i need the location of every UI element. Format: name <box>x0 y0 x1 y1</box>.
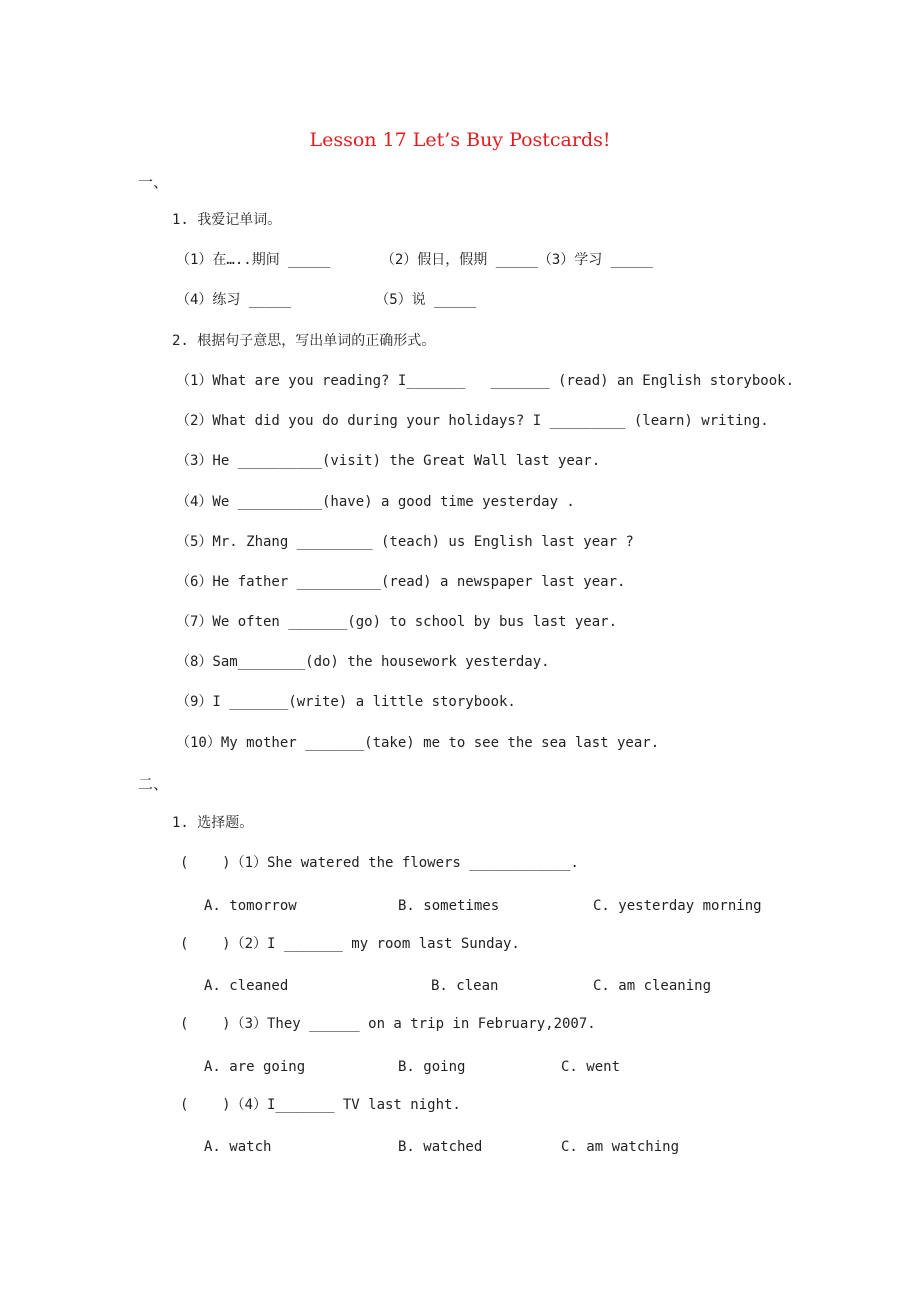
page-title: Lesson 17 Let’s Buy Postcards! <box>309 129 611 151</box>
option-c: C. yesterday morning <box>593 898 762 914</box>
option-a: A. tomorrow <box>204 898 297 914</box>
option-b: B. clean <box>431 978 499 994</box>
section-heading-2: 二、 <box>138 775 169 793</box>
word-form-item: （10）My mother _______(take) me to see the sea last year. <box>176 735 660 751</box>
part-label-multiple-choice: 1. 选择题。 <box>172 815 254 831</box>
word-form-item: （2）What did you do during your holidays? I _________ (learn) writing. <box>176 413 769 429</box>
option-b: B. going <box>398 1059 466 1075</box>
word-form-item: （6）He father __________(read) a newspaper last year. <box>176 574 626 590</box>
option-a: A. watch <box>204 1139 272 1155</box>
option-a: A. are going <box>204 1059 306 1075</box>
option-b: B. watched <box>398 1139 483 1155</box>
question-stem: ( )（3）They ______ on a trip in February,2007. <box>180 1016 596 1032</box>
part-label-vocabulary: 1. 我爱记单词。 <box>172 212 282 228</box>
word-form-item: （1）What are you reading? I_______ _______ (read) an English storybook. <box>176 373 795 389</box>
word-form-item: （4）We __________(have) a good time yesterday . <box>176 494 575 510</box>
word-form-item: （9）I _______(write) a little storybook. <box>176 694 516 710</box>
option-c: C. went <box>561 1059 621 1075</box>
vocab-row-1: （1）在…..期间 _____ （2）假日，假期 _____（3）学习 _____ <box>176 252 653 268</box>
question-stem: ( )（4）I_______ TV last night. <box>180 1097 461 1113</box>
part-label-word-forms: 2. 根据句子意思，写出单词的正确形式。 <box>172 333 436 349</box>
option-c: C. am cleaning <box>593 978 712 994</box>
option-a: A. cleaned <box>204 978 289 994</box>
vocab-row-2: （4）练习 _____ （5）说 _____ <box>176 292 477 308</box>
word-form-item: （8）Sam________(do) the housework yesterday. <box>176 654 550 670</box>
option-b: B. sometimes <box>398 898 500 914</box>
word-form-item: （7）We often _______(go) to school by bus last year. <box>176 614 618 630</box>
option-c: C. am watching <box>561 1139 680 1155</box>
word-form-item: （3）He __________(visit) the Great Wall last year. <box>176 453 601 469</box>
question-stem: ( )（2）I _______ my room last Sunday. <box>180 936 520 952</box>
section-heading-1: 一、 <box>138 173 169 191</box>
question-stem: ( )（1）She watered the flowers ____________. <box>180 855 579 871</box>
word-form-item: （5）Mr. Zhang _________ (teach) us English last year ? <box>176 534 634 550</box>
